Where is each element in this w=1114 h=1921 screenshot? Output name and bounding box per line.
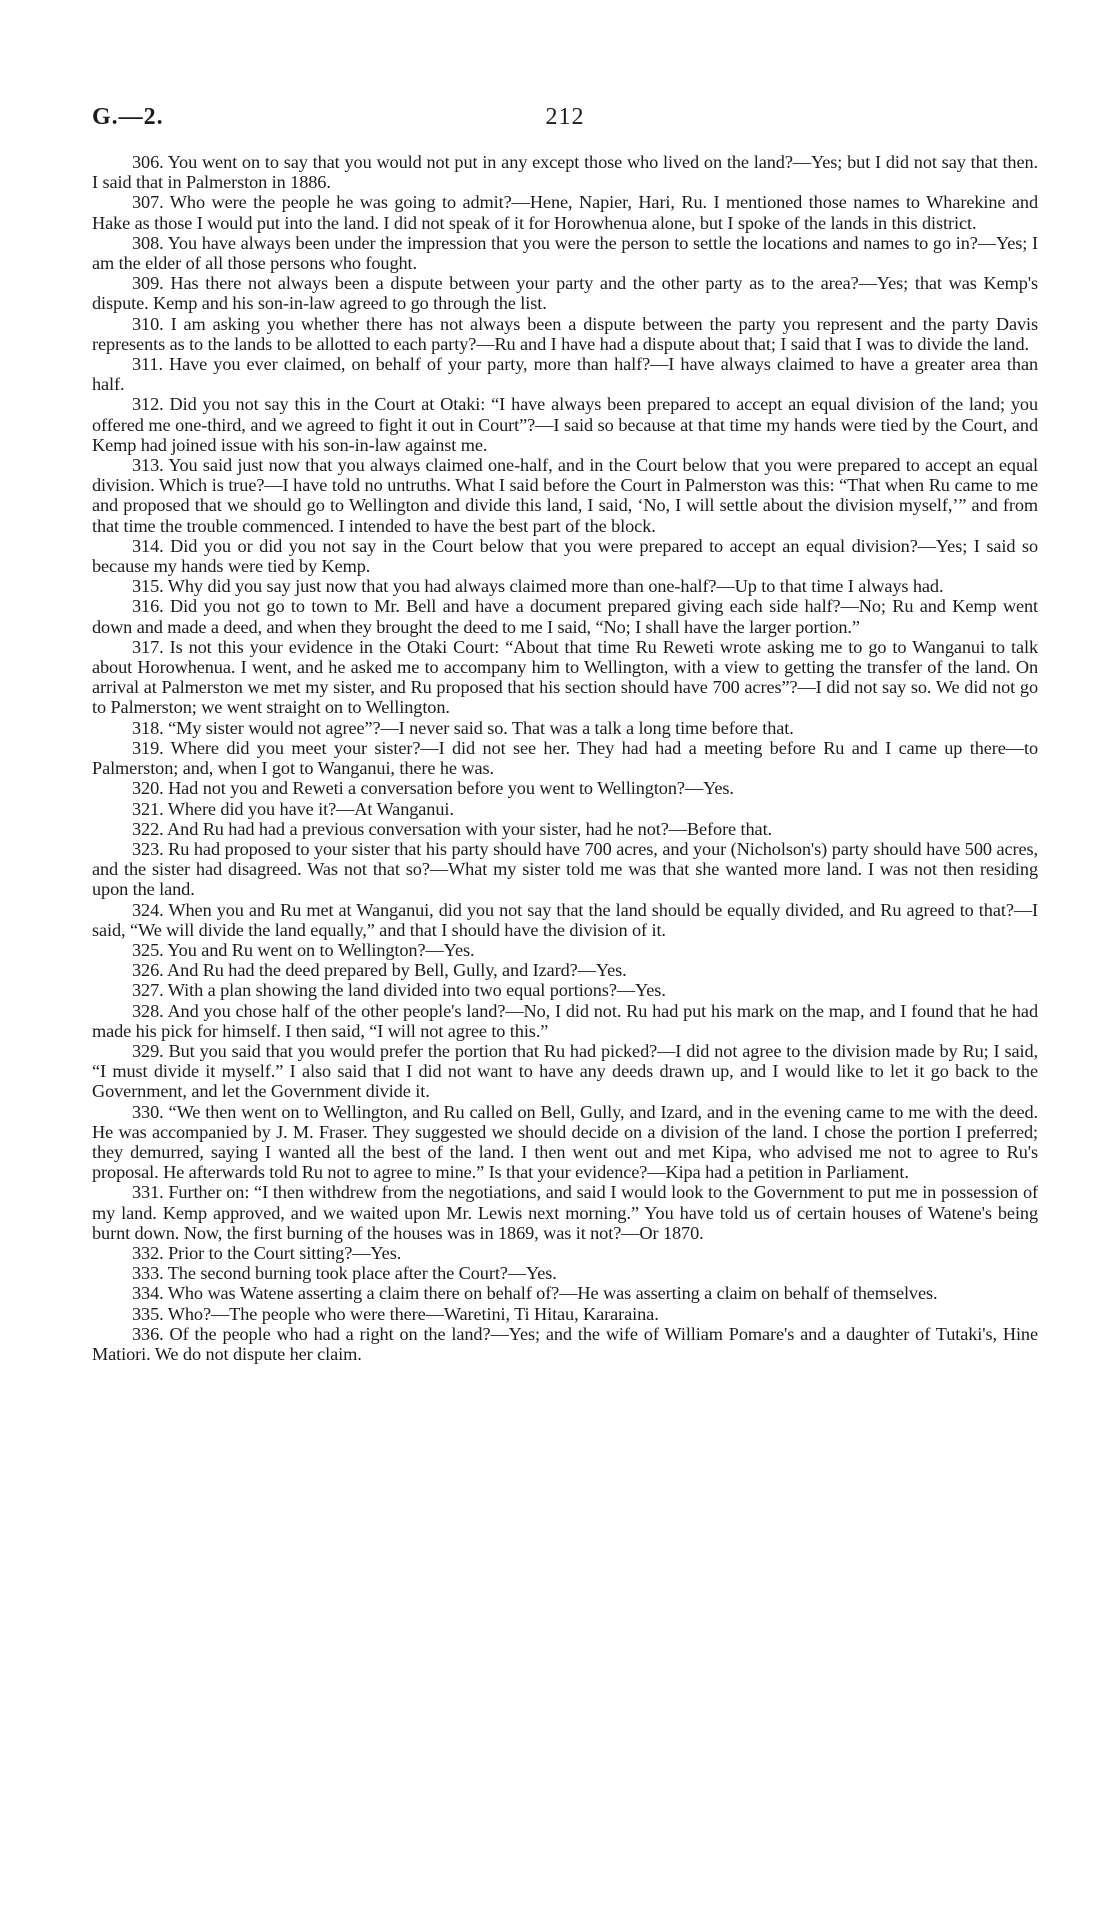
paragraph-310: 310. I am asking you whether there has not always been a dispute between the party you represent and the party Davis represents as to the lands to be allotted to each party?—Ru and I have had a dispute about that; I said that I was to divide the land. xyxy=(92,313,1038,354)
paragraph-334: 334. Who was Watene asserting a claim there on behalf of?—He was asserting a claim on behalf of themselves. xyxy=(132,1283,938,1304)
paragraph-324: 324. When you and Ru met at Wanganui, did you not say that the land should be equally divided, and Ru agreed to that?—I said, “We will divide the land equally,” and that I should have the division of it. xyxy=(92,899,1038,940)
paragraph-327: 327. With a plan showing the land divided into two equal portions?—Yes. xyxy=(132,980,666,1001)
paragraph-311: 311. Have you ever claimed, on behalf of your party, more than half?—I have always claimed to have a greater area than half. xyxy=(92,354,1038,395)
paragraph-309: 309. Has there not always been a dispute between your party and the other party as to the area?—Yes; that was Kemp's dispute. Kemp and his son-in-law agreed to go through the list. xyxy=(92,273,1038,314)
paragraph-328: 328. And you chose half of the other people's land?—No, I did not. Ru had put his mark on the map, and I found that he had made his pick for himself. I then said, “I will not agree to this.” xyxy=(92,1000,1038,1041)
paragraph-312: 312. Did you not say this in the Court at Otaki: “I have always been prepared to accept an equal division of the land; you offered me one-third, and we agreed to fight it out in Court”?—I said so because at that time my hands were tied by the Court, and Kemp had joined issue with his son-in-law against me. xyxy=(92,394,1038,455)
document-reference: G.—2. xyxy=(92,104,164,130)
paragraph-315: 315. Why did you say just now that you had always claimed more than one-half?—Up to that time I always had. xyxy=(132,576,944,597)
paragraph-321: 321. Where did you have it?—At Wanganui. xyxy=(132,798,454,819)
paragraph-323: 323. Ru had proposed to your sister that his party should have 700 acres, and your (Nicholson's) party should have 500 acres, and the sister had disagreed. Was not that so?—What my sister told me was that she wanted more land. I was not then residing upon the land. xyxy=(92,838,1038,900)
paragraph-336: 336. Of the people who had a right on the land?—Yes; and the wife of William Pomare's and a daughter of Tutaki's, Hine Matiori. We do not dispute her claim. xyxy=(92,1323,1038,1364)
paragraph-326: 326. And Ru had the deed prepared by Bell, Gully, and Izard?—Yes. xyxy=(132,960,627,981)
paragraph-329: 329. But you said that you would prefer the portion that Ru had picked?—I did not agree to the division made by Ru; I said, “I must divide it myself.” I also said that I did not want to have any deeds drawn up, and I would like to let it go back to the Government, and let the Government divide it. xyxy=(92,1040,1038,1102)
paragraph-317: 317. Is not this your evidence in the Otaki Court: “About that time Ru Reweti wrote asking me to go to Wanganui to talk about Horowhenua. I went, and he asked me to accompany him to Wellington, with a view to getting the transfer of the land. On arrival at Palmerston we met my sister, and Ru proposed that his section should have 700 acres”?—I did not say so. We did not go to Palmerston; we went straight on to Wellington. xyxy=(92,636,1038,718)
paragraph-330: 330. “We then went on to Wellington, and Ru called on Bell, Gully, and Izard, and in the evening came to me with the deed. He was accompanied by J. M. Fraser. They suggested we should decide on a division of the land. I chose the portion I preferred; they demurred, saying I wanted all the best of the land. I then went out and met Kipa, who advised me not to agree to Ru's proposal. He afterwards told Ru not to agree to mine.” Is that your evidence?—Kipa had a petition in Parliament. xyxy=(92,1101,1038,1183)
page-header xyxy=(92,104,1038,144)
paragraph-333: 333. The second burning took place after the Court?—Yes. xyxy=(132,1263,557,1284)
paragraph-335: 335. Who?—The people who were there—Waretini, Ti Hitau, Kararaina. xyxy=(132,1303,659,1324)
paragraph-322: 322. And Ru had had a previous conversation with your sister, had he not?—Before that. xyxy=(132,818,773,839)
document-body xyxy=(92,152,1038,1364)
paragraph-332: 332. Prior to the Court sitting?—Yes. xyxy=(132,1242,402,1263)
paragraph-313: 313. You said just now that you always claimed one-half, and in the Court below that you were prepared to accept an equal division. Which is true?—I have told no untruths. What I said before the Court in Palmerston was this: “That when Ru came to me and proposed that we should go to Wellington and divide this land, I said, ‘No, I will settle about the division myself,’” and from that time the trouble commenced. I intended to have the best part of the block. xyxy=(92,455,1038,536)
paragraph-308: 308. You have always been under the impression that you were the person to settle the locations and names to go in?—Yes; I am the elder of all those persons who fought. xyxy=(92,232,1038,274)
paragraph-318: 318. “My sister would not agree”?—I never said so. That was a talk a long time before that. xyxy=(132,717,794,738)
page-number: 212 xyxy=(545,104,585,130)
paragraph-325: 325. You and Ru went on to Wellington?—Yes. xyxy=(132,939,475,960)
paragraph-316: 316. Did you not go to town to Mr. Bell and have a document prepared giving each side half?—No; Ru and Kemp went down and made a deed, and when they brought the deed to me I said, “No; I shall have the larger portion.” xyxy=(92,596,1038,637)
paragraph-306: 306. You went on to say that you would not put in any except those who lived on the land?—Yes; but I did not say that then. I said that in Palmerston in 1886. xyxy=(92,152,1038,193)
paragraph-319: 319. Where did you meet your sister?—I did not see her. They had had a meeting before Ru and I came up there—to Palmerston; and, when I got to Wanganui, there he was. xyxy=(92,737,1038,779)
paragraph-307: 307. Who were the people he was going to admit?—Hene, Napier, Hari, Ru. I mentioned those names to Wharekine and Hake as those I would put into the land. I did not speak of it for Horowhenua alone, but I spoke of the lands in this district. xyxy=(92,192,1038,233)
paragraph-320: 320. Had not you and Reweti a conversation before you went to Wellington?—Yes. xyxy=(132,778,734,799)
paragraph-314: 314. Did you or did you not say in the Court below that you were prepared to accept an equal division?—Yes; I said so because my hands were tied by Kemp. xyxy=(92,535,1038,577)
paragraph-331: 331. Further on: “I then withdrew from the negotiations, and said I would look to the Government to put me in possession of my land. Kemp approved, and we waited upon Mr. Lewis next morning.” You have told us of certain houses of Watene's being burnt down. Now, the first burning of the houses was in 1869, was it not?—Or 1870. xyxy=(92,1182,1038,1243)
